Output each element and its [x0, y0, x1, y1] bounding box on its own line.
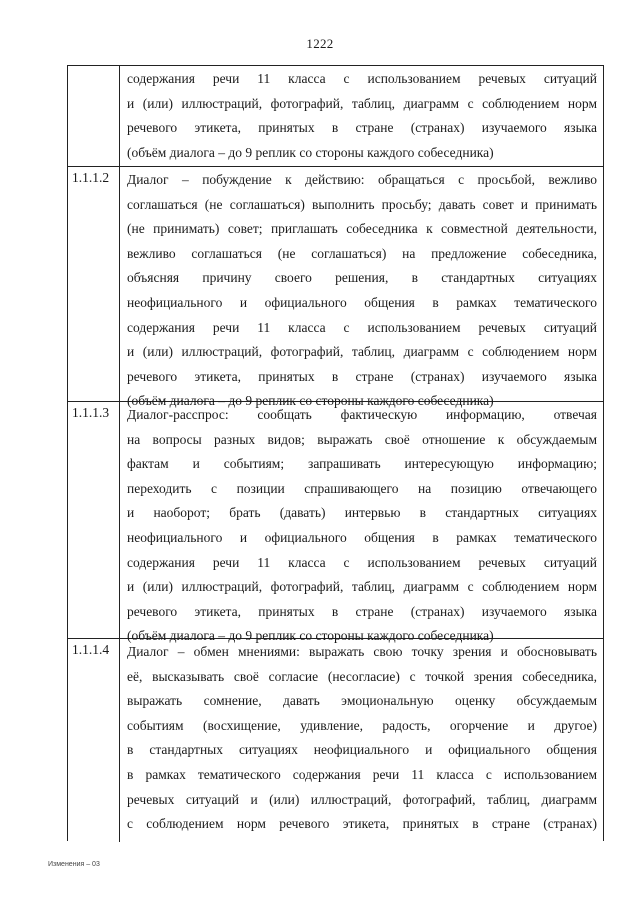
- table-row: [68, 66, 603, 167]
- text-line: речевых ситуаций и (или) иллюстраций, фотографий, таблиц, диаграмм: [127, 791, 597, 807]
- text-line: содержания речи 11 класса с использованием речевых ситуаций: [127, 71, 597, 86]
- row-text-cell: [120, 167, 603, 409]
- table-row: [68, 167, 603, 409]
- text-line: и (или) иллюстраций, фотографий, таблиц, диаграмм с соблюдением норм: [127, 579, 597, 595]
- text-line: и (или) иллюстраций, фотографий, таблиц, диаграмм с соблюдением норм: [127, 344, 597, 360]
- text-line: и наоборот; брать (давать) интервью в стандартных ситуациях: [127, 505, 597, 521]
- text-line: Диалог-расспрос: сообщать фактическую информацию, отвечая: [127, 407, 597, 422]
- text-line: переходить с позиции спрашивающего на позицию отвечающего: [127, 480, 597, 496]
- text-line: (не принимать) совет; приглашать собеседника к совместной деятельности,: [127, 221, 597, 237]
- text-line: событиям (восхищение, удивление, радость, огорчение и другое): [127, 717, 597, 733]
- text-line: речевого этикета, принятых в стране (странах) изучаемого языка: [127, 368, 597, 384]
- text-line: объясняя причину своего решения, в стандартных ситуациях: [127, 270, 597, 286]
- row-number-cell: [68, 66, 120, 166]
- text-line: соглашаться (не соглашаться) выполнить просьбу; давать совет и принимать: [127, 196, 597, 212]
- text-line: её, высказывать своё согласие (несогласие) с точкой зрения собеседника,: [127, 668, 597, 684]
- row-number-cell: 1.1.1.4: [68, 639, 120, 842]
- text-line: вежливо соглашаться (не соглашаться) на предложение собеседника,: [127, 245, 597, 261]
- text-line: Диалог – побуждение к действию: обращаться с просьбой, вежливо: [127, 172, 597, 187]
- text-line: неофициального и официального общения в рамках тематического: [127, 529, 597, 545]
- table-row: [68, 402, 603, 644]
- text-line: в стандартных ситуациях неофициального и официального общения: [127, 742, 597, 758]
- text-line: и (или) иллюстраций, фотографий, таблиц, диаграмм с соблюдением норм: [127, 95, 597, 111]
- text-line: содержания речи 11 класса с использованием речевых ситуаций: [127, 554, 597, 570]
- text-line: речевого этикета, принятых в стране (странах) изучаемого языка: [127, 120, 597, 136]
- text-line: (объём диалога – до 9 реплик со стороны каждого собеседника): [127, 144, 494, 160]
- text-line: неофициального и официального общения в рамках тематического: [127, 294, 597, 310]
- text-line: (объём диалога – до 9 реплик со стороны каждого собеседника): [127, 628, 494, 644]
- text-line: выражать сомнение, давать эмоциональную оценку обсуждаемым: [127, 693, 597, 709]
- footer-revision-note: Изменения – 03: [48, 861, 100, 868]
- row-text-cell: [120, 66, 603, 166]
- text-line: с соблюдением норм речевого этикета, принятых в стране (странах): [127, 816, 597, 832]
- text-line: в рамках тематического содержания речи 11 класса с использованием: [127, 766, 597, 782]
- text-line: (объём диалога – до 9 реплик со стороны каждого собеседника): [127, 393, 494, 409]
- table-row: [68, 639, 603, 842]
- text-line: на вопросы разных видов; выражать своё отношение к обсуждаемым: [127, 431, 597, 447]
- page-number: 1222: [306, 36, 334, 51]
- text-line: фактам и событиям; запрашивать интересующую информацию;: [127, 456, 597, 472]
- text-line: Диалог – обмен мнениями: выражать свою точку зрения и обосновывать: [127, 644, 597, 659]
- row-number-cell: 1.1.1.3: [68, 402, 120, 638]
- text-line: речевого этикета, принятых в стране (странах) изучаемого языка: [127, 603, 597, 619]
- row-text-cell: [120, 639, 603, 842]
- row-number-cell: 1.1.1.2: [68, 167, 120, 401]
- text-line: содержания речи 11 класса с использованием речевых ситуаций: [127, 319, 597, 335]
- row-text-cell: [120, 402, 603, 644]
- content-table: [67, 65, 604, 841]
